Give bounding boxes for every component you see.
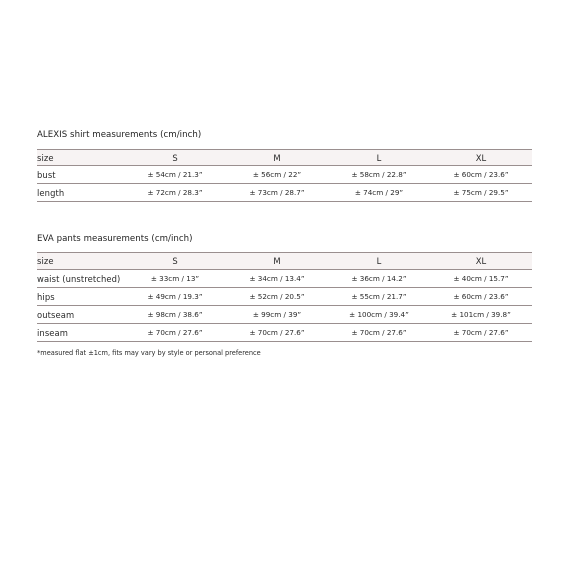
measurement-cell: ± 56cm / 22” <box>226 166 328 184</box>
row-label: bust <box>37 166 124 184</box>
measurement-cell: ± 52cm / 20.5” <box>226 288 328 306</box>
measurement-cell: ± 70cm / 27.6” <box>430 324 532 342</box>
row-label: waist (unstretched) <box>37 270 124 288</box>
measurement-cell: ± 54cm / 21.3” <box>124 166 226 184</box>
header-cell-l: L <box>328 150 430 166</box>
table-row <box>37 288 532 306</box>
measurement-cell: ± 100cm / 39.4” <box>328 306 430 324</box>
shirt-measurements-table <box>37 149 532 202</box>
table-row <box>37 270 532 288</box>
measurement-cell: ± 75cm / 29.5” <box>430 184 532 202</box>
header-cell-s: S <box>124 150 226 166</box>
measurement-cell: ± 40cm / 15.7” <box>430 270 532 288</box>
header-cell-xl: XL <box>430 253 532 270</box>
measurement-cell: ± 70cm / 27.6” <box>124 324 226 342</box>
measurement-cell: ± 73cm / 28.7” <box>226 184 328 202</box>
measurement-cell: ± 70cm / 27.6” <box>226 324 328 342</box>
pants-measurements-table <box>37 252 532 342</box>
header-cell-m: M <box>226 253 328 270</box>
measurement-cell: ± 74cm / 29” <box>328 184 430 202</box>
header-cell-s: S <box>124 253 226 270</box>
table-header-row <box>37 150 532 166</box>
table-header-row <box>37 253 532 270</box>
measurement-cell: ± 58cm / 22.8” <box>328 166 430 184</box>
measurement-cell: ± 101cm / 39.8” <box>430 306 532 324</box>
table-row <box>37 166 532 184</box>
measurement-cell: ± 98cm / 38.6” <box>124 306 226 324</box>
row-label: hips <box>37 288 124 306</box>
measurement-cell: ± 49cm / 19.3” <box>124 288 226 306</box>
measurement-cell: ± 33cm / 13” <box>124 270 226 288</box>
pants-table-title: EVA pants measurements (cm/inch) <box>37 234 193 244</box>
header-cell-l: L <box>328 253 430 270</box>
row-label: length <box>37 184 124 202</box>
measurement-cell: ± 36cm / 14.2” <box>328 270 430 288</box>
header-cell-m: M <box>226 150 328 166</box>
measurement-cell: ± 60cm / 23.6” <box>430 166 532 184</box>
measurement-cell: ± 60cm / 23.6” <box>430 288 532 306</box>
table-row <box>37 324 532 342</box>
measurement-cell: ± 99cm / 39” <box>226 306 328 324</box>
table-row <box>37 306 532 324</box>
measurement-cell: ± 72cm / 28.3” <box>124 184 226 202</box>
row-label: outseam <box>37 306 124 324</box>
header-cell-size: size <box>37 253 124 270</box>
measurement-cell: ± 70cm / 27.6” <box>328 324 430 342</box>
measurement-cell: ± 34cm / 13.4” <box>226 270 328 288</box>
measurement-cell: ± 55cm / 21.7” <box>328 288 430 306</box>
fit-footnote: *measured flat ±1cm, fits may vary by style or personal preference <box>37 349 261 357</box>
header-cell-xl: XL <box>430 150 532 166</box>
header-cell-size: size <box>37 150 124 166</box>
table-row <box>37 184 532 202</box>
row-label: inseam <box>37 324 124 342</box>
shirt-table-title: ALEXIS shirt measurements (cm/inch) <box>37 130 202 140</box>
